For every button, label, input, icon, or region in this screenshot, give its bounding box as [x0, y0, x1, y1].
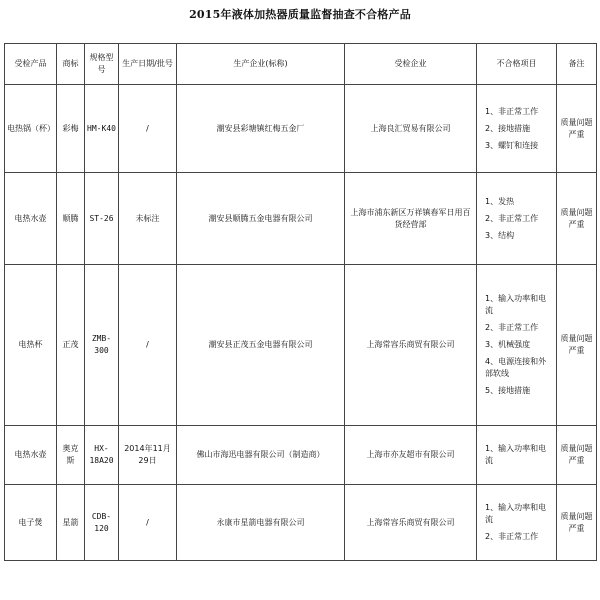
cell-product: 电热水壶 [5, 426, 57, 485]
cell-note: 质量问题严重 [557, 485, 597, 561]
issue-item: 2、非正常工作 [485, 213, 539, 223]
issue-item: 1、输入功率和电流 [485, 444, 547, 465]
cell-note: 质量问题严重 [557, 426, 597, 485]
table-row [5, 485, 597, 561]
issue-item: 3、结构 [485, 230, 515, 240]
cell-brand: 奥克斯 [57, 426, 85, 485]
header-model: 规格型号 [85, 44, 119, 85]
cell-brand: 星箭 [57, 485, 85, 561]
header-note: 备注 [557, 44, 597, 85]
issue-item: 1、输入功率和电流 [485, 294, 547, 315]
issue-item: 3、螺钉和连接 [485, 140, 539, 150]
cell-model: CDB-120 [85, 485, 119, 561]
cell-brand: 彩梅 [57, 85, 85, 173]
cell-manufacturer: 佛山市海迅电器有限公司（制造商） [177, 426, 345, 485]
cell-issues [477, 426, 557, 485]
cell-model: ST-26 [85, 173, 119, 265]
cell-note: 质量问题严重 [557, 85, 597, 173]
cell-issues [477, 265, 557, 426]
header-manufacturer: 生产企业(标称) [177, 44, 345, 85]
issue-item: 2、非正常工作 [485, 323, 539, 332]
cell-enterprise: 上海常容乐商贸有限公司 [345, 485, 477, 561]
cell-manufacturer: 潮安县顺腾五金电器有限公司 [177, 173, 345, 265]
cell-note: 质量问题严重 [557, 265, 597, 426]
cell-date: 2014年11月29日 [119, 426, 177, 485]
cell-manufacturer: 潮安县彩塘镇红梅五金厂 [177, 85, 345, 173]
cell-model: ZMB-300 [85, 265, 119, 426]
cell-manufacturer: 潮安县正茂五金电器有限公司 [177, 265, 345, 426]
issue-item: 4、电源连接和外部软线 [485, 357, 547, 378]
cell-note: 质量问题严重 [557, 173, 597, 265]
issue-item: 1、输入功率和电流 [485, 503, 547, 524]
issue-item: 1、发热 [485, 196, 515, 206]
nonconforming-products-table [4, 43, 597, 561]
cell-product: 电子煲 [5, 485, 57, 561]
cell-issues [477, 485, 557, 561]
cell-product: 电热水壶 [5, 173, 57, 265]
cell-date: 未标注 [119, 173, 177, 265]
cell-enterprise: 上海常容乐商贸有限公司 [345, 265, 477, 426]
header-enterprise: 受检企业 [345, 44, 477, 85]
header-brand: 商标 [57, 44, 85, 85]
issue-item: 3、机械强度 [485, 340, 531, 349]
cell-date: / [119, 265, 177, 426]
header-issues: 不合格项目 [477, 44, 557, 85]
cell-enterprise: 上海市亦友超市有限公司 [345, 426, 477, 485]
table-row [5, 265, 597, 426]
issue-item: 2、非正常工作 [485, 532, 539, 541]
table-row [5, 173, 597, 265]
cell-product: 电热锅（杯） [5, 85, 57, 173]
cell-date: / [119, 85, 177, 173]
table-header-row [5, 44, 597, 85]
cell-issues [477, 173, 557, 265]
table-row [5, 426, 597, 485]
cell-model: HX-18A20 [85, 426, 119, 485]
page-title: 2015年液体加热器质量监督抽查不合格产品 [189, 8, 411, 21]
header-date: 生产日期/批号 [119, 44, 177, 85]
cell-product: 电热杯 [5, 265, 57, 426]
cell-model: HM-K40 [85, 85, 119, 173]
table-row [5, 85, 597, 173]
issue-item: 1、非正常工作 [485, 106, 539, 116]
cell-brand: 正茂 [57, 265, 85, 426]
cell-brand: 顺腾 [57, 173, 85, 265]
issue-item: 5、接地措施 [485, 386, 531, 395]
issue-item: 2、接地措施 [485, 123, 531, 133]
cell-enterprise: 上海市浦东新区万祥镇春军日用百货经营部 [345, 173, 477, 265]
header-product: 受检产品 [5, 44, 57, 85]
cell-issues [477, 85, 557, 173]
cell-manufacturer: 永康市星箭电器有限公司 [177, 485, 345, 561]
cell-enterprise: 上海良汇贸易有限公司 [345, 85, 477, 173]
cell-date: / [119, 485, 177, 561]
